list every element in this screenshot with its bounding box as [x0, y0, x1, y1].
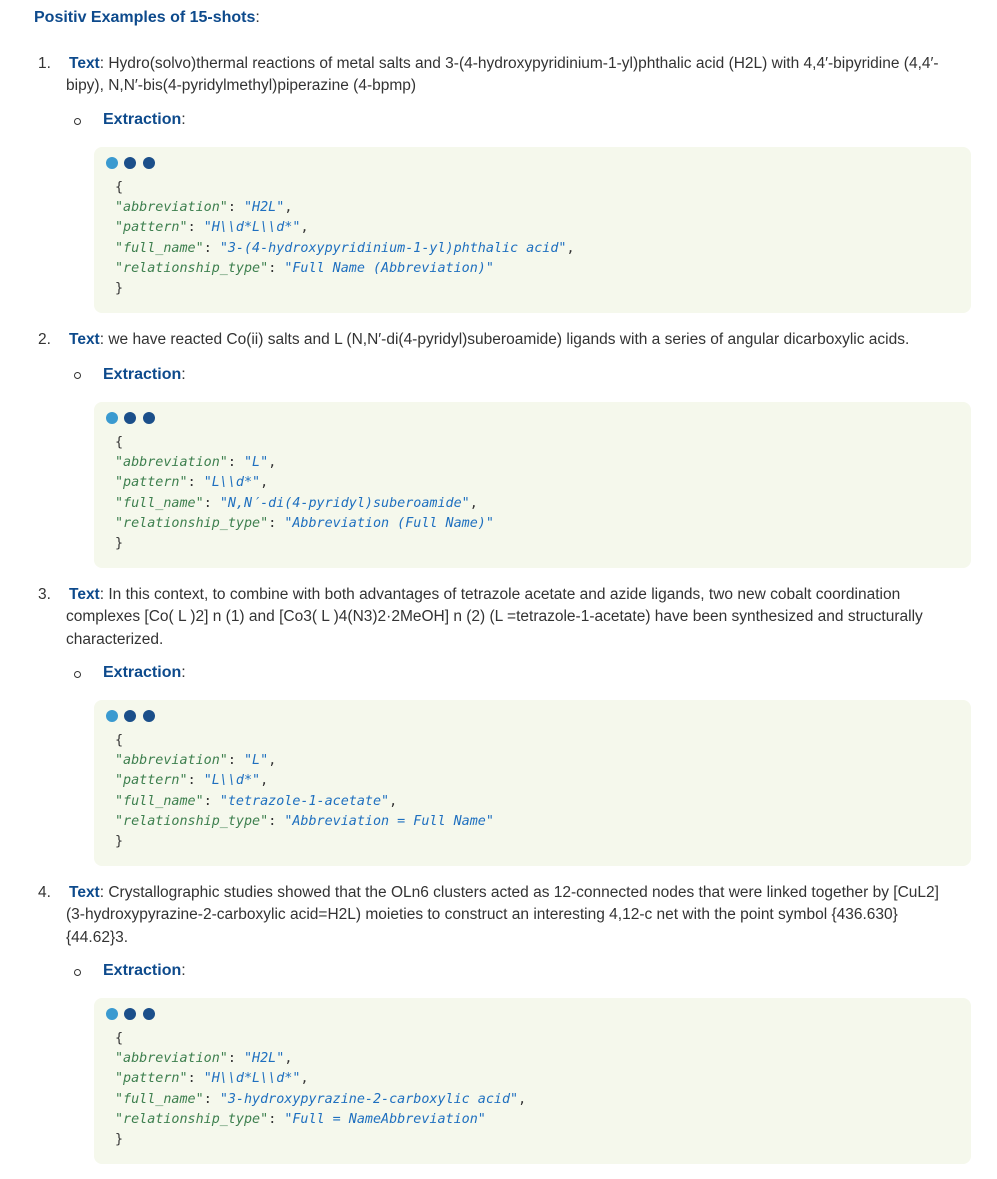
item-number: 1. [38, 55, 51, 72]
extraction-label: Extraction: [103, 962, 186, 979]
bullet-icon [74, 372, 81, 379]
item-number: 3. [38, 586, 51, 603]
full-name-value: "N,N′-di(4-pyridyl)suberoamide" [219, 495, 470, 511]
code-block [94, 998, 971, 1164]
pattern-value: "L\\d*" [203, 773, 261, 789]
relationship-type-value: "Abbreviation (Full Name)" [284, 515, 494, 531]
example-text-body: : Crystallographic studies showed that the OLn6 clusters acted as 12-connected nodes that were linked together by [CuL2] (3-hydroxypyrazine-2-carboxylic acid=H2L) moieties to construct an interesting 4,12-c net with the point symbol {436.630}{44.62}3. [66, 884, 939, 946]
pattern-value: "H\\d*L\\d*" [203, 1071, 301, 1087]
example-text-body: : we have reacted Co(ii) salts and L (N,N′-di(4-pyridyl)suberoamide) ligands with a series of angular dicarboxylic acids. [99, 331, 910, 348]
text-label: Text [69, 586, 100, 603]
full-name-value: "tetrazole-1-acetate" [219, 793, 390, 809]
item-number: 2. [38, 331, 51, 348]
example-text [66, 584, 956, 651]
abbreviation-value: "H2L" [244, 200, 285, 216]
code-block [94, 147, 971, 313]
extraction-label: Extraction: [103, 664, 186, 681]
section-heading-colon: : [255, 9, 260, 26]
example-text [66, 882, 956, 949]
section-heading [34, 8, 260, 28]
example-text [66, 329, 956, 351]
example-text-body: : Hydro(solvo)thermal reactions of metal salts and 3-(4-hydroxypyridinium-1-yl)phthalic acid (H2L) with 4,4′-bipyridine (4,4′-bipy), N,N′-bis(4-pyridylmethyl)piperazine (4-bpmp) [66, 55, 939, 95]
relationship-type-value: "Full Name (Abbreviation)" [284, 260, 494, 276]
abbreviation-value: "L" [244, 455, 269, 471]
pattern-value: "L\\d*" [203, 475, 261, 491]
item-number: 4. [38, 884, 51, 901]
text-label: Text [69, 884, 100, 901]
pattern-value: "H\\d*L\\d*" [203, 220, 301, 236]
extraction-label: Extraction: [103, 366, 186, 383]
full-name-value: "3-hydroxypyrazine-2-carboxylic acid" [219, 1091, 519, 1107]
relationship-type-value: "Abbreviation = Full Name" [284, 813, 494, 829]
json-code: { "abbreviation": "H2L", "pattern": "H\\d*L\\d*", "full_name": "3-(4-hydroxypyridinium-1-yl)phthalic acid", "relationship_type": "Full Name (Abbreviation)" } [115, 180, 575, 297]
example-text-body: : In this context, to combine with both advantages of tetrazole acetate and azide ligands, two new cobalt coordination complexes [Co( L )2] n (1) and [Co3( L )4(N3)2·2MeOH] n (2) (L =tetrazole-1-acetate) have been synthesized and structurally characterized. [66, 586, 923, 648]
example-text [66, 53, 956, 98]
full-name-value: "3-(4-hydroxypyridinium-1-yl)phthalic acid" [219, 240, 567, 256]
section-heading-text: Positiv Examples of 15-shots [34, 9, 256, 26]
relationship-type-value: "Full = NameAbbreviation" [284, 1111, 486, 1127]
bullet-icon [74, 671, 81, 678]
text-label: Text [69, 55, 100, 72]
text-label: Text [69, 331, 100, 348]
abbreviation-value: "H2L" [244, 1051, 285, 1067]
bullet-icon [74, 118, 81, 125]
code-block [94, 402, 971, 568]
json-code: { "abbreviation": "H2L", "pattern": "H\\d*L\\d*", "full_name": "3-hydroxypyrazine-2-carboxylic acid", "relationship_type": "Full = NameAbbreviation" } [115, 1031, 527, 1148]
abbreviation-value: "L" [244, 753, 269, 769]
extraction-label: Extraction: [103, 111, 186, 128]
bullet-icon [74, 969, 81, 976]
json-code: { "abbreviation": "L", "pattern": "L\\d*", "full_name": "tetrazole-1-acetate", "relationship_type": "Abbreviation = Full Name" } [115, 733, 494, 850]
code-block [94, 700, 971, 866]
json-code: { "abbreviation": "L", "pattern": "L\\d*", "full_name": "N,N′-di(4-pyridyl)suberoamide", "relationship_type": "Abbreviation (Full Name)" } [115, 435, 494, 552]
